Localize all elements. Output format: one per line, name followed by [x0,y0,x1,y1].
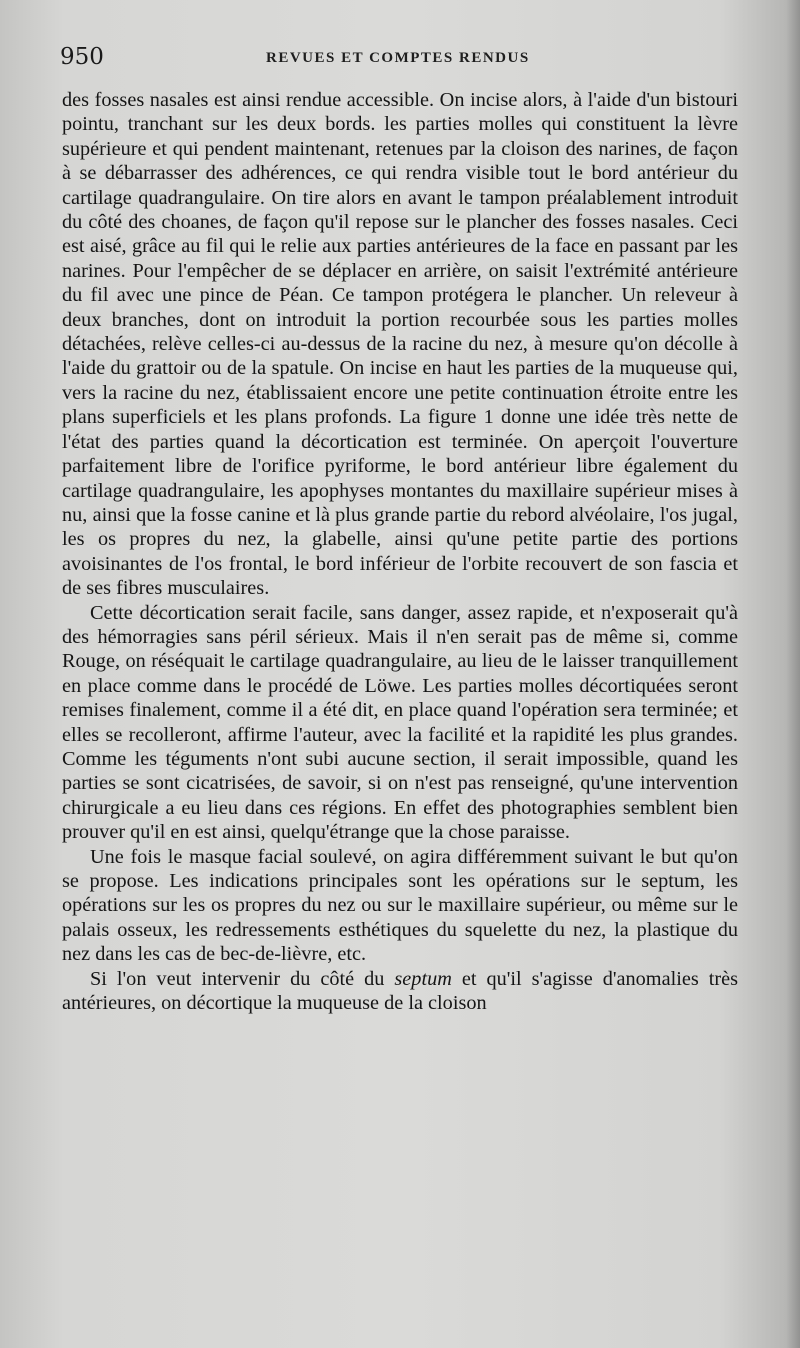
paragraph-3: Une fois le masque facial soulevé, on agira différemment suivant le but qu'on se propose. Les indications principales sont les opérations sur le septum, les opérations sur les os propres du nez ou sur le maxillaire supérieur, ou même sur le palais osseux, les redressements esthétiques du squelette du nez, la plastique du nez dans les cas de bec-de-lièvre, etc. [62,845,738,966]
page-header [60,44,740,74]
running-head: REVUES ET COMPTES RENDUS [266,50,530,66]
paragraph-4-emphasis: septum [394,967,452,990]
paragraph-4-text-after: et qu'il s'agisse d'anomalies très antérieures, on décortique la muqueuse de la cloison [62,967,738,1015]
paragraph-2: Cette décortication serait facile, sans danger, assez rapide, et n'exposerait qu'à des hémorragies sans péril sérieux. Mais il n'en serait pas de même si, comme Rouge, on réséquait le cartilage quadrangulaire, au lieu de le laisser tranquillement en place comme dans le procédé de Löwe. Les parties molles décortiquées seront remises finalement, comme il a été dit, en place quand l'opération sera terminée; et elles se recolleront, affirme l'auteur, avec la facilité et la rapidité les plus grandes. Comme les téguments n'ont subi aucune section, il serait impossible, quand les parties se sont cicatrisées, de savoir, si on n'est pas renseigné, qu'une intervention chirurgicale a eu lieu dans ces régions. En effet des photographies semblent bien prouver qu'il en est ainsi, quelqu'étrange que la chose paraisse. [62,601,738,844]
paragraph-4 [62,967,738,1016]
body-text [62,88,738,1015]
paragraph-1: des fosses nasales est ainsi rendue accessible. On incise alors, à l'aide d'un bistouri pointu, tranchant sur les deux bords. les parties molles qui constituent la lèvre supérieure et qui pendent maintenant, retenues par la cloison des narines, de façon à se débarrasser des adhérences, ce qui rendra visible tout le bord antérieur du cartilage quadrangulaire. On tire alors en avant le tampon préalablement introduit du côté des choanes, de façon qu'il repose sur le plancher des fosses nasales. Ceci est aisé, grâce au fil qui le relie aux parties antérieures de la face en passant par les narines. Pour l'empêcher de se déplacer en arrière, on saisit l'extrémité antérieure du fil avec une pince de Péan. Ce tampon protégera le plancher. Un releveur à deux branches, dont on introduit la portion recourbée sous les parties molles détachées, relève celles-ci au-dessus de la racine du nez, à mesure qu'on décolle à l'aide du grattoir ou de la spatule. On incise en haut les parties de la muqueuse qui, vers la racine du nez, établissaient encore une petite continuation étroite entre les plans superficiels et les plans profonds. La figure 1 donne une idée très nette de l'état des parties quand la décortication est terminée. On aperçoit l'ouverture parfaitement libre de l'orifice pyriforme, le bord antérieur libre également du cartilage quadrangulaire, les apophyses montantes du maxillaire supérieur mises à nu, ainsi que la fosse canine et là plus grande partie du rebord alvéolaire, l'os jugal, les os propres du nez, la glabelle, ainsi qu'une petite partie des portions avoisinantes de l'os frontal, le bord inférieur de l'orbite recouvert de son fascia et de ses fibres musculaires. [62,89,738,600]
binding-shadow [786,0,800,1348]
page-number: 950 [60,44,104,70]
paragraph-4-text-before: Si l'on veut intervenir du côté du [90,967,395,990]
